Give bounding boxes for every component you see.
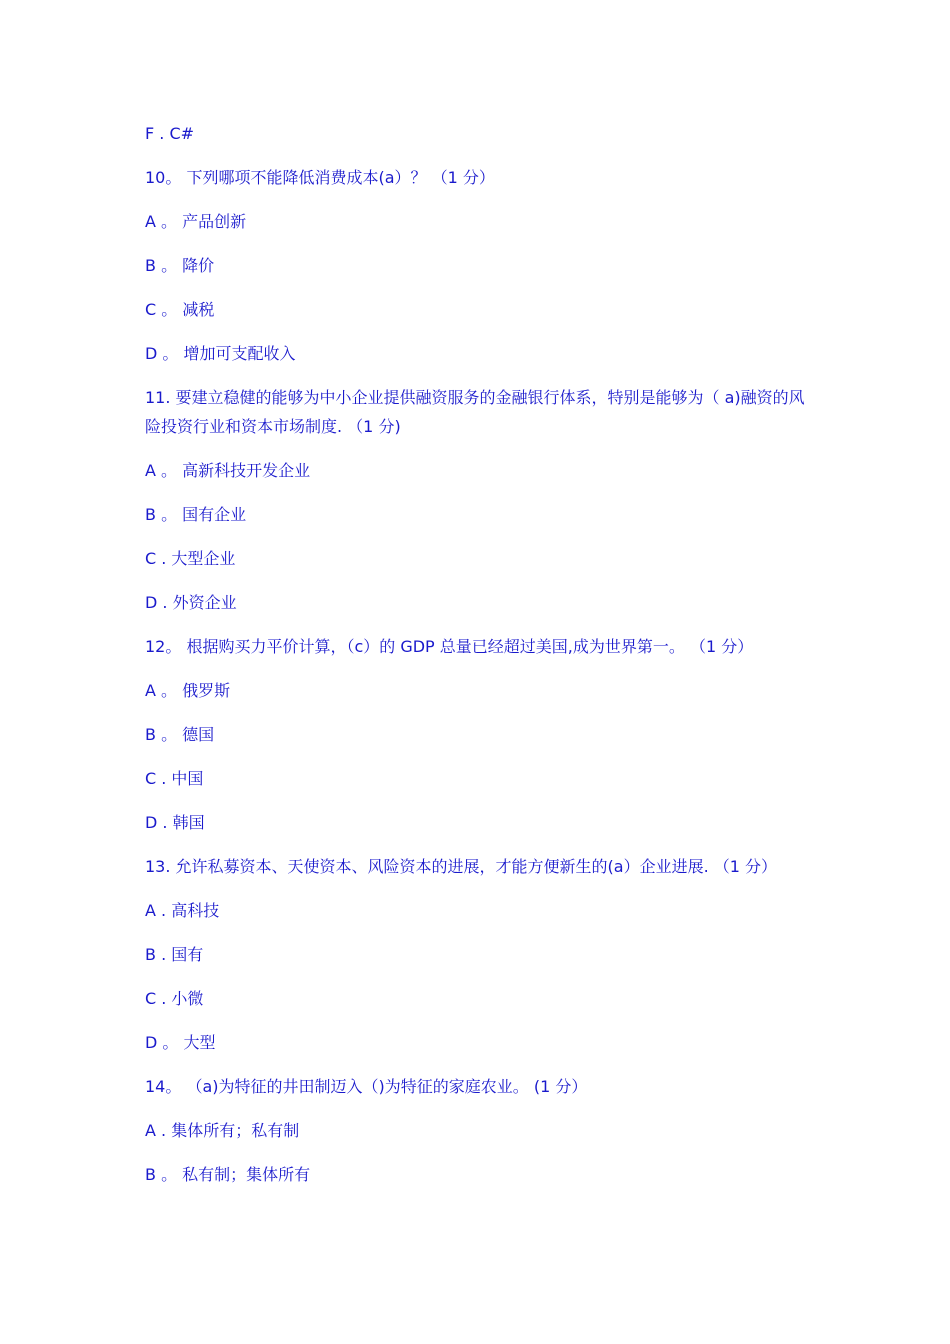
q12-option-d: D . 韩国: [145, 813, 205, 832]
q12-option-b: B 。 德国: [145, 725, 215, 744]
q12-option-c: C . 中国: [145, 769, 204, 788]
q10-option-b: B 。 降价: [145, 256, 215, 275]
question-13: 13. 允许私募资本、天使资本、风险资本的进展，才能方便新生的(a）企业进展. （1 分）: [145, 857, 778, 876]
q10-option-c: C 。 减税: [145, 300, 215, 319]
q10-option-a: A 。 产品创新: [145, 212, 247, 231]
question-11: 11. 要建立稳健的能够为中小企业提供融资服务的金融银行体系，特别是能够为（ a)融资的风险投资行业和资本市场制度. （1 分): [145, 388, 805, 436]
document-content: [145, 119, 810, 1204]
q11-option-a: A 。 高新科技开发企业: [145, 461, 311, 480]
q10-option-d: D 。 增加可支配收入: [145, 344, 296, 363]
option-f-csharp: F . C#: [145, 124, 195, 143]
q12-option-a: A 。 俄罗斯: [145, 681, 231, 700]
question-10: 10。 下列哪项不能降低消费成本(a）？ （1 分）: [145, 168, 495, 187]
q13-option-b: B . 国有: [145, 945, 204, 964]
q13-option-c: C . 小微: [145, 989, 204, 1008]
q13-option-d: D 。 大型: [145, 1033, 216, 1052]
question-12: 12。 根据购买力平价计算，（c）的 GDP 总量已经超过美国,成为世界第一。 （1 分）: [145, 637, 754, 656]
q13-option-a: A . 高科技: [145, 901, 220, 920]
q11-option-b: B 。 国有企业: [145, 505, 247, 524]
q11-option-c: C . 大型企业: [145, 549, 236, 568]
q11-option-d: D . 外资企业: [145, 593, 237, 612]
question-14: 14。 （a)为特征的井田制迈入（)为特征的家庭农业。 (1 分）: [145, 1077, 588, 1096]
q14-option-b: B 。 私有制；集体所有: [145, 1165, 311, 1184]
q14-option-a: A . 集体所有；私有制: [145, 1121, 300, 1140]
